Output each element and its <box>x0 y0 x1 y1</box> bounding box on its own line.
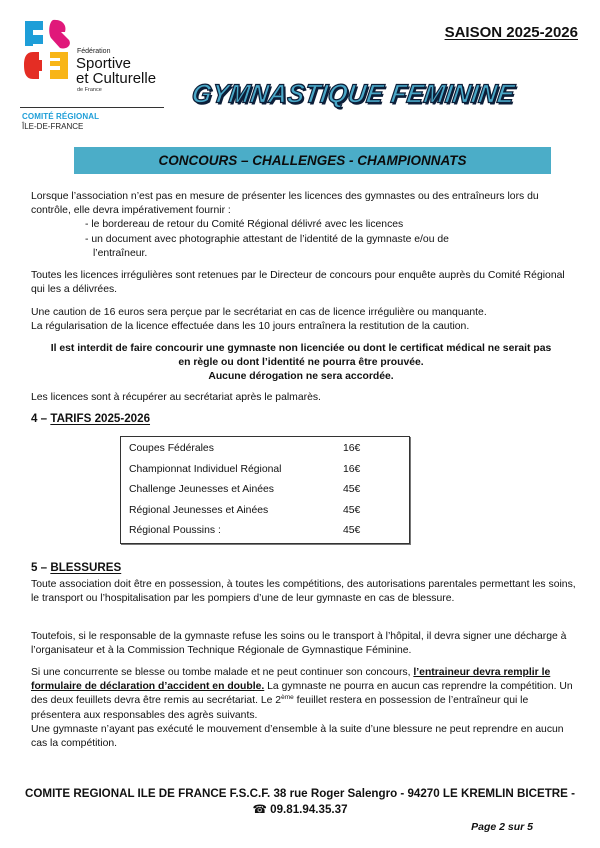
tarif-price: 45€ <box>343 525 361 536</box>
footer-address: COMITE REGIONAL ILE DE FRANCE F.S.C.F. 38 rue Roger Salengro - 94270 LE KREMLIN BICETRE - <box>25 787 575 800</box>
document-title: GYMNASTIQUE FEMININE <box>190 79 517 109</box>
licences-intro: Lorsque l’association n’est pas en mesure de présenter les licences des gymnastes ou des entraîneurs lors du contrôle, elle devra impérativement fournir : <box>31 191 539 217</box>
caution-paragraph <box>31 306 576 334</box>
logo-divider <box>20 107 164 108</box>
logo-sportive: Sportive <box>76 55 132 72</box>
tarif-price: 45€ <box>343 504 361 516</box>
section-banner-title: CONCOURS – CHALLENGES - CHAMPIONNATS <box>158 153 467 168</box>
ensemble-movement-note: Une gymnaste n’ayant pas exécuté le mouvement d’ensemble à la suite d’une blessure ne peut reprendre en aucun cas la compétition. <box>31 723 564 750</box>
section-4-number: 4 – <box>31 412 51 425</box>
section-5-number: 5 – <box>31 561 51 574</box>
tarifs-table <box>120 436 410 544</box>
logo-region: ÎLE-DE-FRANCE <box>22 122 84 131</box>
season-label: SAISON 2025-2026 <box>444 24 578 41</box>
warning-paragraph <box>31 342 571 385</box>
fscf-logo-mark-icon <box>23 18 73 80</box>
list-item: l’entraîneur. <box>93 247 148 259</box>
irregular-licences-paragraph: Toutes les licences irrégulières sont retenues par le Directeur de concours pour enquête auprès du Comité Régional qui les a délivrées. <box>31 270 565 296</box>
logo-yellow-shape <box>50 52 68 79</box>
ordinal-superscript: ème <box>281 694 294 702</box>
list-item: - un document avec photographie attestant de l’identité de la gymnaste e/ou de <box>85 233 449 245</box>
parental-authorisation-paragraph: Toute association doit être en possession, à toutes les compétitions, des autorisations parentales permettant les soins, le transport ou l’hospitalisation par les pompiers d’une de leur gymnaste en cas de blessure. <box>31 579 576 605</box>
injury-text-mid: La gymnaste ne pourra en aucun cas reprendre la compétition. Un des deux feuillets devra être remis au secrétariat. Le 2 <box>31 681 573 707</box>
page-number: Page 2 sur 5 <box>471 821 533 833</box>
footer-address-block <box>0 786 600 818</box>
logo-blue-shape <box>25 21 43 46</box>
warning-line: Aucune dérogation ne sera accordée. <box>208 371 394 383</box>
tarif-price: 16€ <box>343 463 361 475</box>
injury-form-instruction: l’entraineur devra remplir le formulaire de déclaration d’accident en double. <box>31 667 551 693</box>
logo-magenta-shape <box>49 20 70 49</box>
section-banner <box>74 147 551 174</box>
injury-text-end: feuillet restera en possession de l’entraîneur qui le présentera aux responsables des agrès suivants. <box>31 695 529 721</box>
logo-red-shape <box>24 52 42 79</box>
logo-culturelle: et Culturelle <box>76 70 157 87</box>
tarif-label: Régional Poussins : <box>129 525 221 536</box>
footer-phone: 09.81.94.35.37 <box>270 803 348 816</box>
section-5-title: BLESSURES <box>50 561 122 574</box>
tarif-price: 45€ <box>343 484 361 495</box>
caution-line: La régularisation de la licence effectuée dans les 10 jours entraînera la restitution de la caution. <box>31 321 470 333</box>
injury-text-start: Si une concurrente se blesse ou tombe malade et ne peut continuer son concours, <box>31 667 414 678</box>
section-5-heading <box>31 561 121 574</box>
tarif-label: Championnat Individuel Régional <box>129 463 282 475</box>
caution-line: Une caution de 16 euros sera perçue par le secrétariat en cas de licence irrégulière ou manquante. <box>31 307 487 318</box>
phone-icon: ☎ <box>252 803 267 816</box>
logo-de-france: de France <box>77 87 102 93</box>
tarif-label: Challenge Jeunesses et Ainées <box>129 484 274 495</box>
warning-line: Il est interdit de faire concourir une gymnaste non licenciée ou dont le certificat médical ne serait pas <box>50 343 552 354</box>
refusal-paragraph: Toutefois, si le responsable de la gymnaste refuse les soins ou le transport à l’hôpital, il devra signer une décharge à l’organisateur et à la Commission Technique Régionale de Gymnastique Féminine. <box>31 631 567 657</box>
logo-federation: Fédération <box>77 48 111 55</box>
tarif-label: Régional Jeunesses et Ainées <box>129 504 269 516</box>
warning-line: en règle ou dont l’identité ne pourra être prouvée. <box>178 357 424 369</box>
list-item: - le bordereau de retour du Comité Régional délivré avec les licences <box>85 219 404 231</box>
section-4-title: TARIFS 2025-2026 <box>50 412 151 425</box>
licence-recovery-paragraph: Les licences sont à récupérer au secrétariat après le palmarès. <box>31 392 321 403</box>
tarif-price: 16€ <box>343 443 361 454</box>
section-4-heading <box>31 412 150 425</box>
footer-phone-line <box>0 802 600 818</box>
logo-comite-regional: COMITÉ RÉGIONAL <box>22 112 100 121</box>
licences-intro-paragraph <box>31 190 571 261</box>
tarif-label: Coupes Fédérales <box>129 443 214 454</box>
injury-procedure-paragraph <box>31 666 576 751</box>
fscf-logo <box>20 18 170 131</box>
